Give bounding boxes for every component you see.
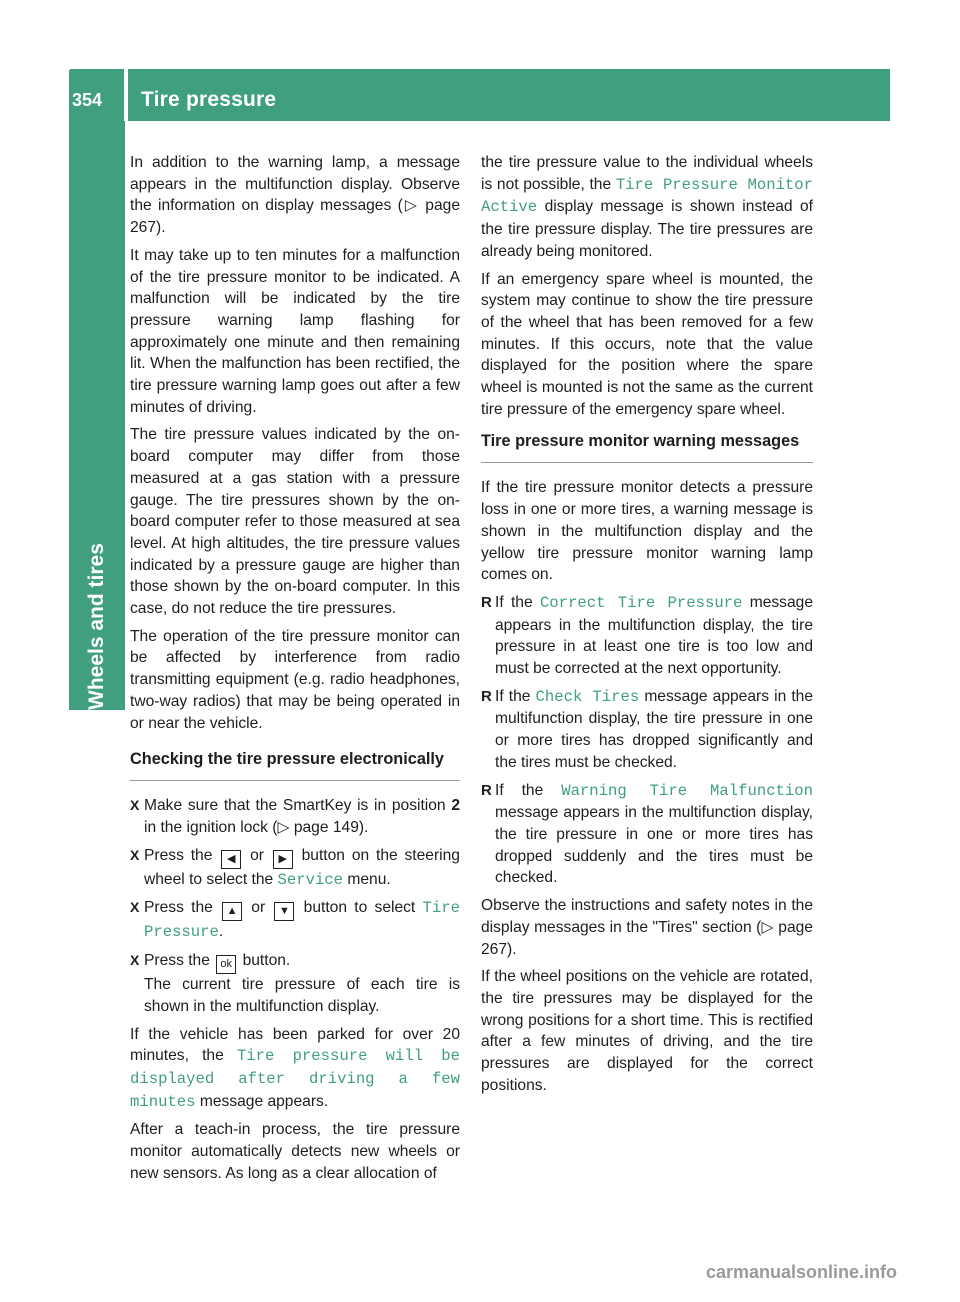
paragraph: The operation of the tire pressure monitor can be affected by interference from radio transmitting equipment (e.g. radio headphones, two-way radios) that may be being operated in or near the vehicle. [130,627,460,732]
page-ref-link[interactable]: page 149). [293,818,369,836]
list-item: X Press the ◀ or ▶ button on the steering wheel to select the Service menu. [130,846,460,889]
page-number: 354 [72,90,103,110]
section-title: Tire pressure [141,88,277,111]
paragraph: If the tire pressure monitor detects a pressure loss in one or more tires, a warning message is shown in the multifunction display and the yellow tire pressure monitor warning lamp comes on. [481,479,813,584]
display-text: Check Tires [535,687,640,706]
paragraph: If the wheel positions on the vehicle are rotated, the tire pressures may be displayed for the wrong positions for a short time. This is rectified after a few minutes of driving, and the tire pressures are displayed for the correct positions. [481,968,813,1094]
display-text: Tire Pressure [144,899,460,942]
paragraph: It may take up to ten minutes for a malfunction of the tire pressure monitor to be indicated. A malfunction will be indicated by the tire pressure warning lamp flashing for approximately one minute and then remaining lit. When the malfunction has been rectified, the tire pressure warning lamp goes out after a few minutes of driving. [130,246,460,416]
step-arrow-icon: X [130,952,140,969]
list-item: X Press the ▲ or ▼ button to select Tire Pressure. [130,899,460,942]
paragraph: The tire pressure values indicated by the on-board computer may differ from those measured at a gas station with a pressure gauge. The tire pressures shown by the on-board computer refer to those measured at sea level. At high altitudes, the tire pressure values indicated by a pressure gauge are higher than those shown by the on-board computer. In this case, do not reduce the tire pressures. [130,426,460,618]
page-ref-link[interactable]: page 267). [130,197,460,237]
right-button-icon: ▶ [273,850,293,869]
paragraph: the tire pressure value to the individual wheels is not possible, the Tire Pressure Monitor Active display message is shown instead of the tire pressure display. The tire pressures are already being monitored. [481,154,813,260]
left-button-icon: ◀ [221,850,241,869]
step-arrow-icon: X [130,797,140,814]
list-item: X Make sure that the SmartKey is in position 2 in the ignition lock (▷ page 149). [130,797,460,836]
right-column [481,152,813,1102]
up-button-icon: ▲ [222,902,242,921]
ref-arrow-icon: ▷ [277,818,290,836]
subheading: Checking the tire pressure electronically [130,748,460,781]
display-text: Service [277,870,344,889]
side-tab [69,70,125,710]
paragraph: Observe the instructions and safety notes in the display messages in the "Tires" section (▷ page 267). [481,897,813,958]
ok-button-icon: ok [216,955,236,974]
paragraph: If an emergency spare wheel is mounted, the system may continue to show the tire pressure of the wheel that has been removed for a few minutes. If this occurs, note that the value displayed for the position where the spare wheel is mounted is not the same as the current tire pressure of the emergency spare wheel. [481,270,813,418]
display-text: Warning Tire Malfunction [561,781,813,800]
watermark: carmanualsonline.info [706,1262,898,1282]
subheading: Tire pressure monitor warning messages [481,430,813,463]
list-item: X Press the ok button. The current tire pressure of each tire is shown in the multifunction display. [130,952,460,1015]
step-arrow-icon: X [130,899,140,916]
display-text: Tire Pressure Monitor Active [481,175,813,217]
step-arrow-icon: X [130,846,140,863]
paragraph: After a teach-in process, the tire pressure monitor automatically detects new wheels or new sensors. As long as a clear allocation of [130,1121,460,1182]
left-column [130,152,460,1190]
paragraph: If the vehicle has been parked for over 20 minutes, the Tire pressure will be displayed after driving a few minutes message appears. [130,1025,460,1111]
list-item: R If the Check Tires message appears in the multifunction display, the tire pressure in one or more tires has dropped significantly and the tires must be checked. [481,687,813,771]
ref-arrow-icon: ▷ [402,197,419,215]
display-text: Tire pressure will be displayed after driving a few minutes [130,1047,460,1111]
display-text: Correct Tire Pressure [539,593,743,612]
down-button-icon: ▼ [274,902,294,921]
page-ref-link[interactable]: page 267). [481,918,813,958]
list-item: R If the Correct Tire Pressure message appears in the multifunction display, the tire pressure in at least one tire is too low and must be corrected at the next opportunity. [481,593,813,678]
bullet-icon: R [481,593,492,611]
bullet-icon: R [481,781,492,799]
bullet-icon: R [481,687,492,705]
header-divider [124,69,128,121]
ref-arrow-icon: ▷ [761,918,774,936]
paragraph: In addition to the warning lamp, a message appears in the multifunction display. Observe the information on display messages (▷ page 267). [130,154,460,237]
side-tab-label: Wheels and tires [85,543,108,710]
list-item: R If the Warning Tire Malfunction message appears in the multifunction display, the tire pressure in one or more tires has dropped suddenly and the tires must be checked. [481,781,813,887]
